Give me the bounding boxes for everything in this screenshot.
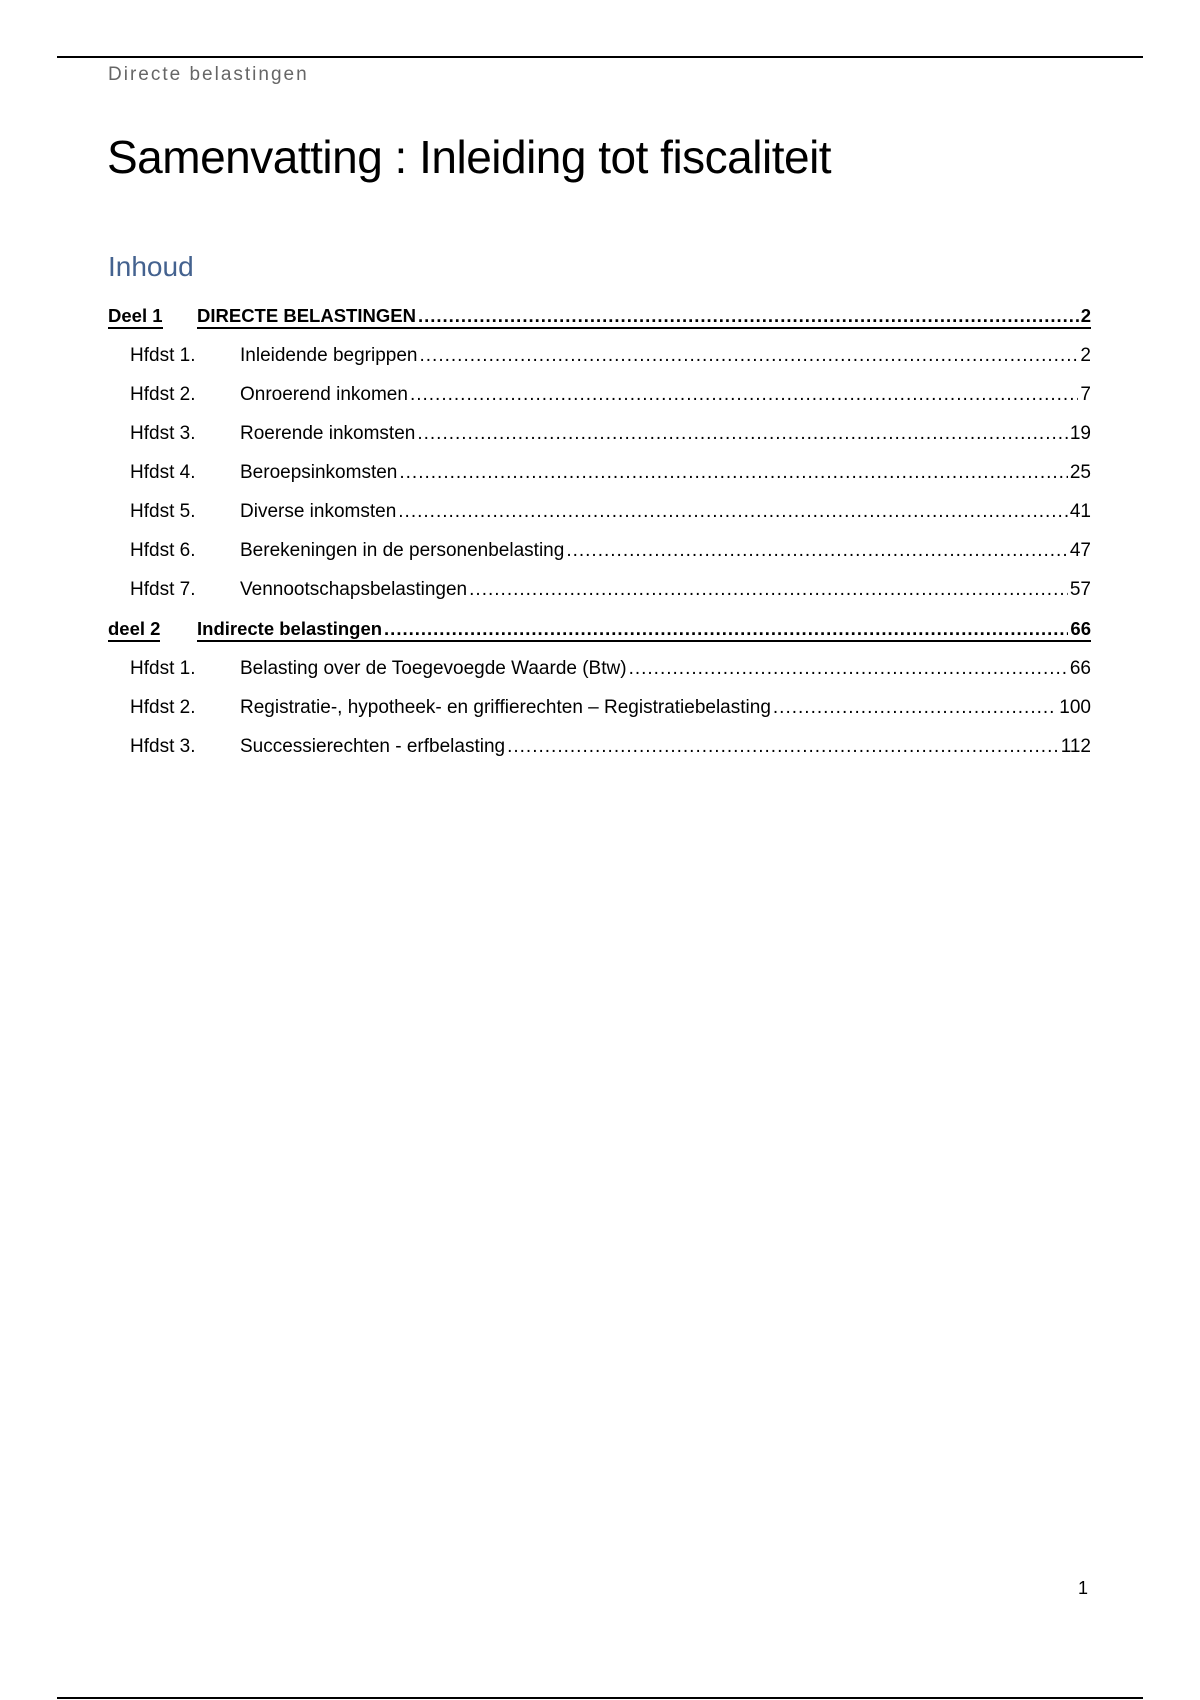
toc-entry-number <box>130 423 240 445</box>
toc-dot-leader <box>566 540 1068 562</box>
toc-entry-page: 66 <box>1070 618 1091 639</box>
toc-entry-page: 7 <box>1080 384 1091 405</box>
toc-entry-label: Vennootschapsbelastingen <box>240 579 468 600</box>
toc-chapter-entry[interactable] <box>108 540 1091 579</box>
running-header: Directe belastingen <box>108 64 309 85</box>
toc-part-entry[interactable] <box>108 618 1091 658</box>
toc-entry-number-text: Hfdst 6. <box>130 540 196 561</box>
toc-chapter-entry[interactable] <box>108 423 1091 462</box>
toc-dot-leader <box>399 462 1067 484</box>
toc-entry-page: 57 <box>1069 579 1091 600</box>
toc-chapter-entry[interactable] <box>108 736 1091 775</box>
toc-entry-label: DIRECTE BELASTINGEN <box>197 305 416 326</box>
toc-entry-page: 2 <box>1080 345 1091 366</box>
toc-entry-number <box>130 579 240 601</box>
toc-entry-number-text: Hfdst 5. <box>130 501 196 522</box>
toc-entry-number <box>130 697 240 719</box>
toc-entry-page: 2 <box>1080 305 1091 326</box>
footer-rule <box>57 1697 1143 1699</box>
toc-entry-page: 47 <box>1069 540 1091 561</box>
toc-dot-leader <box>507 736 1059 758</box>
toc-entry-number <box>130 658 240 680</box>
toc-entry-line <box>240 579 1091 601</box>
table-of-contents <box>108 305 1091 775</box>
toc-chapter-entry[interactable] <box>108 579 1091 618</box>
toc-chapter-entry[interactable] <box>108 658 1091 697</box>
toc-entry-line <box>240 658 1091 680</box>
toc-entry-page: 41 <box>1069 501 1091 522</box>
document-title: Samenvatting : Inleiding tot fiscaliteit <box>107 131 832 183</box>
toc-chapter-entry[interactable] <box>108 384 1091 423</box>
toc-entry-line <box>197 618 1091 642</box>
toc-entry-number-text: Hfdst 1. <box>130 658 196 679</box>
toc-dot-leader <box>417 423 1068 445</box>
toc-entry-page: 25 <box>1069 462 1091 483</box>
toc-entry-number-text: Hfdst 4. <box>130 462 196 483</box>
toc-entry-line <box>240 423 1091 445</box>
toc-entry-line <box>240 501 1091 523</box>
toc-entry-line <box>240 384 1091 406</box>
toc-entry-number-text: Hfdst 2. <box>130 697 196 718</box>
toc-chapter-entry[interactable] <box>108 501 1091 540</box>
toc-entry-number <box>130 384 240 406</box>
toc-chapter-entry[interactable] <box>108 697 1091 736</box>
toc-entry-number-text: Hfdst 3. <box>130 736 196 757</box>
toc-entry-page: 100 <box>1059 697 1091 718</box>
toc-entry-number-text: deel 2 <box>108 618 160 642</box>
header-rule <box>57 56 1143 58</box>
toc-entry-label: Beroepsinkomsten <box>240 462 398 483</box>
toc-entry-label: Berekeningen in de personenbelasting <box>240 540 565 561</box>
toc-entry-line <box>240 736 1091 758</box>
toc-entry-number-text: Hfdst 2. <box>130 384 196 405</box>
toc-entry-number <box>130 540 240 562</box>
toc-entry-label: Onroerend inkomen <box>240 384 408 405</box>
toc-entry-number-text: Hfdst 7. <box>130 579 196 600</box>
toc-entry-page: 66 <box>1069 658 1091 679</box>
toc-entry-label: Indirecte belastingen <box>197 618 383 639</box>
toc-dot-leader <box>384 618 1068 640</box>
toc-chapter-entry[interactable] <box>108 345 1091 384</box>
toc-heading: Inhoud <box>108 251 194 282</box>
toc-entry-number-text: Hfdst 3. <box>130 423 196 444</box>
toc-entry-page: 19 <box>1069 423 1091 444</box>
toc-entry-label: Diverse inkomsten <box>240 501 397 522</box>
toc-chapter-entry[interactable] <box>108 462 1091 501</box>
toc-entry-line <box>240 540 1091 562</box>
toc-entry-label: Roerende inkomsten <box>240 423 416 444</box>
toc-entry-line <box>240 697 1091 719</box>
toc-entry-line <box>240 462 1091 484</box>
toc-entry-label: Belasting over de Toegevoegde Waarde (Btw) <box>240 658 627 679</box>
toc-entry-number <box>130 501 240 523</box>
toc-part-entry[interactable] <box>108 305 1091 345</box>
page-number: 1 <box>1078 1578 1089 1598</box>
toc-entry-line <box>240 345 1091 367</box>
toc-dot-leader <box>420 345 1079 367</box>
toc-entry-number <box>130 736 240 758</box>
toc-entry-label: Registratie-, hypotheek- en griffierechten – Registratiebelasting <box>240 697 771 718</box>
toc-entry-label: Successierechten - erfbelasting <box>240 736 506 757</box>
toc-entry-number-text: Hfdst 1. <box>130 345 196 366</box>
toc-dot-leader <box>773 697 1057 719</box>
toc-entry-number-text: Deel 1 <box>108 305 163 329</box>
toc-dot-leader <box>398 501 1068 523</box>
toc-entry-line <box>197 305 1091 329</box>
toc-entry-number <box>130 462 240 484</box>
toc-dot-leader <box>469 579 1068 601</box>
toc-entry-number <box>108 305 197 329</box>
toc-dot-leader <box>418 305 1079 327</box>
toc-entry-label: Inleidende begrippen <box>240 345 418 366</box>
toc-dot-leader <box>410 384 1078 406</box>
toc-dot-leader <box>629 658 1068 680</box>
toc-entry-number <box>108 618 197 642</box>
toc-entry-page: 112 <box>1060 736 1091 757</box>
toc-entry-number <box>130 345 240 367</box>
